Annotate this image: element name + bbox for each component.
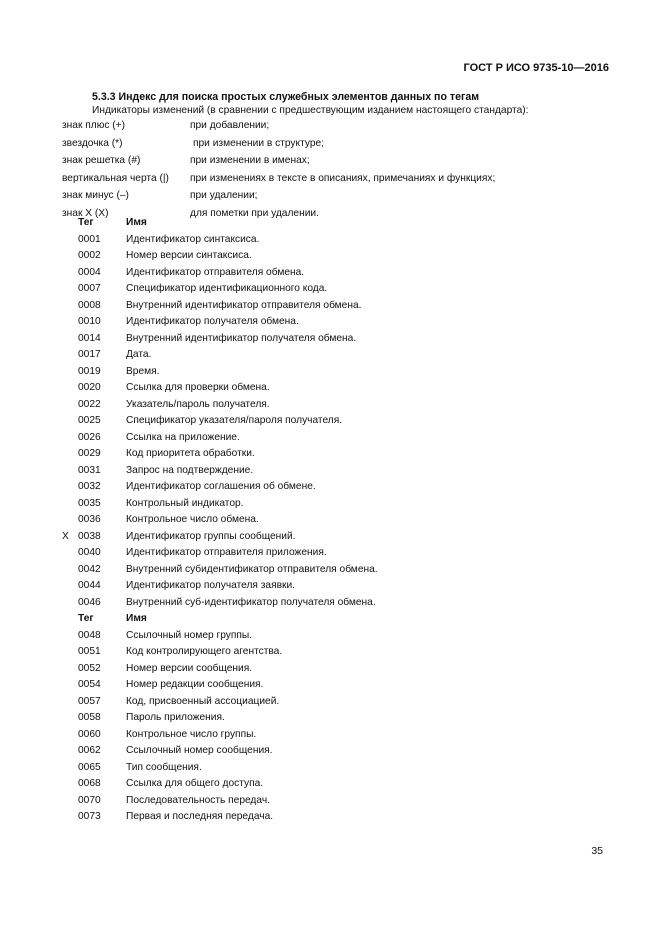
element-name: Идентификатор отправителя обмена. (126, 266, 305, 278)
tag-code: 0029 (78, 448, 101, 459)
element-name: Идентификатор группы сообщений. (126, 530, 296, 542)
change-indicators-list (62, 120, 622, 225)
tag-code: 0070 (78, 794, 101, 806)
element-name: Тип сообщения. (126, 761, 202, 773)
table-row (62, 531, 622, 548)
table-row (62, 316, 622, 333)
table-row (62, 696, 622, 713)
table-row (62, 465, 622, 482)
table-row (62, 564, 622, 581)
table-row (62, 382, 622, 399)
element-name: Ссылочный номер группы. (126, 629, 253, 641)
table-row (62, 547, 622, 564)
indicator-symbol: знак плюс (+) (62, 120, 126, 131)
table-row (62, 597, 622, 614)
table-header-row (62, 613, 622, 630)
element-name: Ссылочный номер сообщения. (126, 745, 273, 756)
indicator-row (62, 120, 622, 138)
indicator-symbol: знак решетка (#) (62, 155, 141, 166)
element-name: Ссылка для проверки обмена. (126, 382, 270, 393)
table-row (62, 679, 622, 696)
tag-code: 0046 (78, 596, 101, 608)
indicator-meaning: при добавлении; (190, 120, 270, 131)
element-name: Пароль приложения. (126, 712, 225, 723)
table-row (62, 646, 622, 663)
tag-code: 0073 (78, 811, 101, 822)
table-row (62, 729, 622, 746)
table-row (62, 349, 622, 366)
tag-code: 0048 (78, 629, 101, 641)
element-name: Ссылка на приложение. (126, 431, 240, 443)
table-row (62, 283, 622, 300)
tag-code: 0031 (78, 464, 101, 476)
tag-code: 0052 (78, 662, 101, 674)
page-number: 35 (591, 845, 603, 857)
indicator-symbol: звездочка (*) (62, 137, 123, 149)
column-header-name: Имя (126, 217, 147, 228)
tag-code: 0032 (78, 481, 101, 492)
table-row (62, 415, 622, 432)
element-name: Код, присвоенный ассоциацией. (126, 695, 280, 707)
table-row (62, 795, 622, 812)
tag-code: 0044 (78, 580, 101, 591)
element-name: Контрольное число обмена. (126, 514, 259, 525)
tag-code: 0019 (78, 365, 101, 377)
element-name: Внутренний суб-идентификатор получателя обмена. (126, 596, 376, 608)
table-row (62, 448, 622, 465)
tag-code: 0026 (78, 431, 101, 443)
section-title: 5.3.3 Индекс для поиска простых служебных элементов данных по тегам (92, 91, 480, 103)
column-header-name: Имя (126, 613, 147, 624)
element-name: Номер версии сообщения. (126, 662, 253, 674)
tag-code: 0004 (78, 266, 101, 278)
element-name: Время. (126, 365, 160, 377)
tag-code: 0054 (78, 679, 101, 690)
table-header-row (62, 217, 622, 234)
element-name: Внутренний идентификатор отправителя обмена. (126, 299, 362, 311)
indicator-meaning: для пометки при удалении. (190, 207, 319, 219)
table-row (62, 481, 622, 498)
tag-code: 0065 (78, 761, 101, 773)
table-row (62, 366, 622, 383)
tag-code: 0068 (78, 778, 101, 789)
tag-code: 0058 (78, 712, 101, 723)
indicator-symbol: знак X (X) (62, 207, 109, 219)
tag-code: 0014 (78, 332, 101, 344)
tag-code: 0010 (78, 316, 101, 327)
indicator-symbol: знак минус (–) (62, 190, 129, 201)
document-standard-id: ГОСТ Р ИСО 9735-10—2016 (463, 62, 609, 74)
table-row (62, 498, 622, 515)
element-name: Первая и последняя передача. (126, 811, 274, 822)
tag-code: 0062 (78, 745, 101, 756)
table-row (62, 630, 622, 647)
indicator-row (62, 173, 622, 191)
table-row (62, 300, 622, 317)
tag-code: 0035 (78, 497, 101, 509)
indicator-meaning: при изменении в именах; (190, 155, 310, 166)
indicator-row (62, 190, 622, 208)
element-name: Номер редакции сообщения. (126, 679, 264, 690)
tag-code: 0051 (78, 646, 101, 657)
tag-code: 0022 (78, 398, 101, 410)
element-name: Дата. (126, 349, 152, 360)
element-name: Код приоритета обработки. (126, 448, 255, 459)
indicator-row (62, 138, 622, 156)
element-name: Последовательность передач. (126, 794, 270, 806)
table-row (62, 778, 622, 795)
tag-code: 0038 (78, 530, 101, 542)
element-name: Идентификатор отправителя приложения. (126, 547, 327, 558)
element-name: Ссылка для общего доступа. (126, 778, 264, 789)
tag-code: 0002 (78, 250, 101, 261)
element-name: Контрольный индикатор. (126, 497, 244, 509)
tag-code: 0008 (78, 299, 101, 311)
table-row (62, 514, 622, 531)
indicator-symbol: вертикальная черта (|) (62, 172, 169, 184)
indicator-row (62, 155, 622, 173)
tag-code: 0036 (78, 514, 101, 525)
table-row (62, 580, 622, 597)
element-name: Указатель/пароль получателя. (126, 398, 270, 410)
element-name: Идентификатор соглашения об обмене. (126, 481, 316, 492)
element-name: Номер версии синтаксиса. (126, 250, 252, 261)
indicator-meaning: при изменениях в тексте в описаниях, примечаниях и функциях; (190, 172, 496, 184)
table-row (62, 333, 622, 350)
element-name: Идентификатор синтаксиса. (126, 233, 260, 245)
element-name: Внутренний субидентификатор отправителя обмена. (126, 563, 378, 575)
tag-code: 0060 (78, 728, 101, 740)
element-name: Запрос на подтверждение. (126, 464, 254, 476)
table-row (62, 234, 622, 251)
table-row (62, 432, 622, 449)
column-header-tag: Тег (78, 613, 94, 624)
element-name: Код контролирующего агентства. (126, 646, 283, 657)
table-row (62, 663, 622, 680)
tag-code: 0057 (78, 695, 101, 707)
tag-code: 0001 (78, 233, 101, 245)
element-name: Спецификатор указателя/пароля получателя. (126, 415, 343, 426)
element-name: Внутренний идентификатор получателя обмена. (126, 332, 357, 344)
tag-code: 0025 (78, 415, 101, 426)
table-row (62, 745, 622, 762)
table-row (62, 762, 622, 779)
indicator-meaning: при изменении в структуре; (193, 137, 325, 149)
table-row (62, 399, 622, 416)
element-name: Идентификатор получателя обмена. (126, 316, 299, 327)
element-name: Контрольное число группы. (126, 728, 257, 740)
element-name: Спецификатор идентификационного кода. (126, 283, 328, 294)
change-mark: X (62, 530, 69, 542)
tag-code: 0042 (78, 563, 101, 575)
table-row (62, 811, 622, 828)
table-row (62, 712, 622, 729)
tag-code: 0007 (78, 283, 101, 294)
column-header-tag: Тег (78, 217, 94, 228)
tag-code: 0040 (78, 547, 101, 558)
indicators-intro: Индикаторы изменений (в сравнении с предшествующим изданием настоящего стандарта): (92, 105, 529, 116)
tag-code: 0017 (78, 349, 101, 360)
indicator-meaning: при удалении; (190, 190, 258, 201)
table-row (62, 267, 622, 284)
tag-code: 0020 (78, 382, 101, 393)
table-row (62, 250, 622, 267)
element-name: Идентификатор получателя заявки. (126, 580, 295, 591)
tag-index-table (62, 217, 622, 828)
